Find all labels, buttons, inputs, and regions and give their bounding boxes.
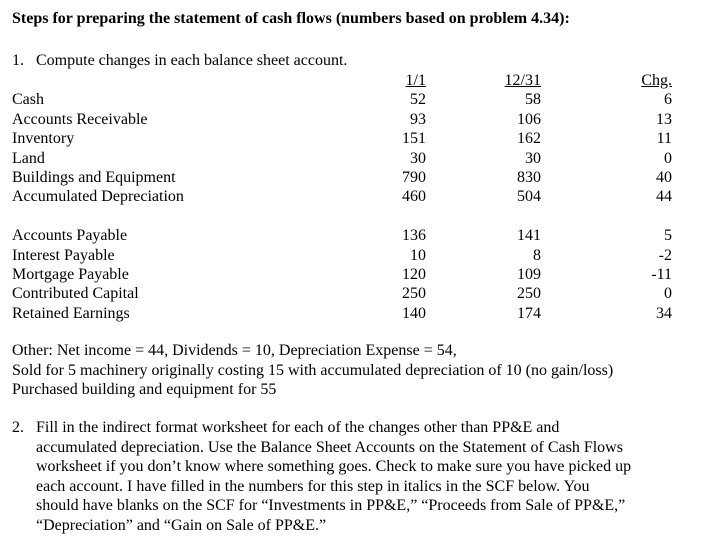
other-line-3: Purchased building and equipment for 55 <box>12 381 277 398</box>
other-line-1: Other: Net income = 44, Dividends = 10, Depreciation Expense = 54, <box>12 342 457 359</box>
value-dec-31: 141 <box>517 227 541 245</box>
step-1-number: 1. <box>12 52 24 69</box>
account-label: Inventory <box>12 130 75 148</box>
other-info <box>12 341 613 400</box>
table-header-row <box>12 71 672 90</box>
table-row <box>12 265 672 284</box>
value-dec-31: 250 <box>517 285 541 303</box>
value-dec-31: 8 <box>533 246 541 264</box>
value-dec-31: 109 <box>517 265 541 283</box>
value-change: 13 <box>656 110 672 128</box>
page-title: Steps for preparing the statement of cash flows (numbers based on problem 4.34): <box>12 10 570 27</box>
value-change: 11 <box>656 130 672 148</box>
balance-sheet-changes-table <box>12 71 672 323</box>
account-label: Cash <box>12 91 44 109</box>
value-dec-31: 504 <box>517 188 541 206</box>
value-jan-1: 30 <box>410 149 426 167</box>
account-label: Retained Earnings <box>12 304 130 322</box>
account-label: Contributed Capital <box>12 285 139 303</box>
table-row <box>12 168 672 187</box>
step-2-line: accumulated depreciation. Use the Balance Sheet Accounts on the Statement of Cash Flows <box>36 438 623 456</box>
value-dec-31: 30 <box>525 149 541 167</box>
value-dec-31: 830 <box>517 168 541 186</box>
account-label: Accounts Payable <box>12 227 128 245</box>
step-1-text: Compute changes in each balance sheet account. <box>36 52 348 69</box>
value-jan-1: 10 <box>410 246 426 264</box>
header-dec-31: 12/31 <box>504 72 541 89</box>
table-row <box>12 304 672 323</box>
table-spacer <box>12 207 672 226</box>
step-2-line: Fill in the indirect format worksheet for each of the changes other than PP&E and <box>36 419 560 436</box>
value-dec-31: 174 <box>517 304 541 322</box>
value-jan-1: 52 <box>410 91 426 109</box>
other-line-2: Sold for 5 machinery originally costing 15 with accumulated depreciation of 10 (no gain/loss) <box>12 361 614 379</box>
table-row <box>12 226 672 245</box>
table-row <box>12 90 672 109</box>
table-row <box>12 246 672 265</box>
header-jan-1: 1/1 <box>405 72 426 89</box>
value-change: -11 <box>651 265 672 283</box>
table-row <box>12 129 672 148</box>
step-2-line: “Depreciation” and “Gain on Sale of PP&E.” <box>36 516 327 534</box>
step-2-line: should have blanks on the SCF for “Investments in PP&E,” “Proceeds from Sale of PP&E,” <box>36 497 626 514</box>
value-change: 5 <box>664 227 672 245</box>
value-dec-31: 106 <box>517 110 541 128</box>
value-change: -2 <box>658 246 672 264</box>
step-2-text <box>36 418 631 535</box>
value-jan-1: 140 <box>402 304 426 322</box>
step-1 <box>12 52 347 70</box>
value-jan-1: 93 <box>410 110 426 128</box>
value-jan-1: 136 <box>402 227 426 245</box>
value-dec-31: 162 <box>517 130 541 148</box>
account-label: Mortgage Payable <box>12 265 129 283</box>
step-2-line: worksheet if you don’t know where something goes. Check to make sure you have picked up <box>36 458 632 475</box>
value-jan-1: 120 <box>402 265 426 283</box>
account-label: Buildings and Equipment <box>12 168 176 186</box>
step-2-line: each account. I have filled in the numbers for this step in italics in the SCF below. You <box>36 477 590 495</box>
account-label: Land <box>12 149 45 167</box>
value-change: 44 <box>656 188 672 206</box>
table-row <box>12 284 672 303</box>
value-change: 0 <box>664 285 672 303</box>
value-change: 40 <box>656 168 672 186</box>
header-change: Chg. <box>641 72 672 89</box>
table-row <box>12 149 672 168</box>
table-row <box>12 187 672 206</box>
value-jan-1: 790 <box>402 168 426 186</box>
table-row <box>12 110 672 129</box>
value-jan-1: 460 <box>402 188 426 206</box>
value-change: 0 <box>664 149 672 167</box>
value-jan-1: 151 <box>402 130 426 148</box>
value-jan-1: 250 <box>402 285 426 303</box>
step-2-number: 2. <box>12 419 24 436</box>
account-label: Accounts Receivable <box>12 110 148 128</box>
account-label: Interest Payable <box>12 246 115 264</box>
value-change: 34 <box>656 304 672 322</box>
value-dec-31: 58 <box>525 91 541 109</box>
account-label: Accumulated Depreciation <box>12 188 184 206</box>
value-change: 6 <box>664 91 672 109</box>
